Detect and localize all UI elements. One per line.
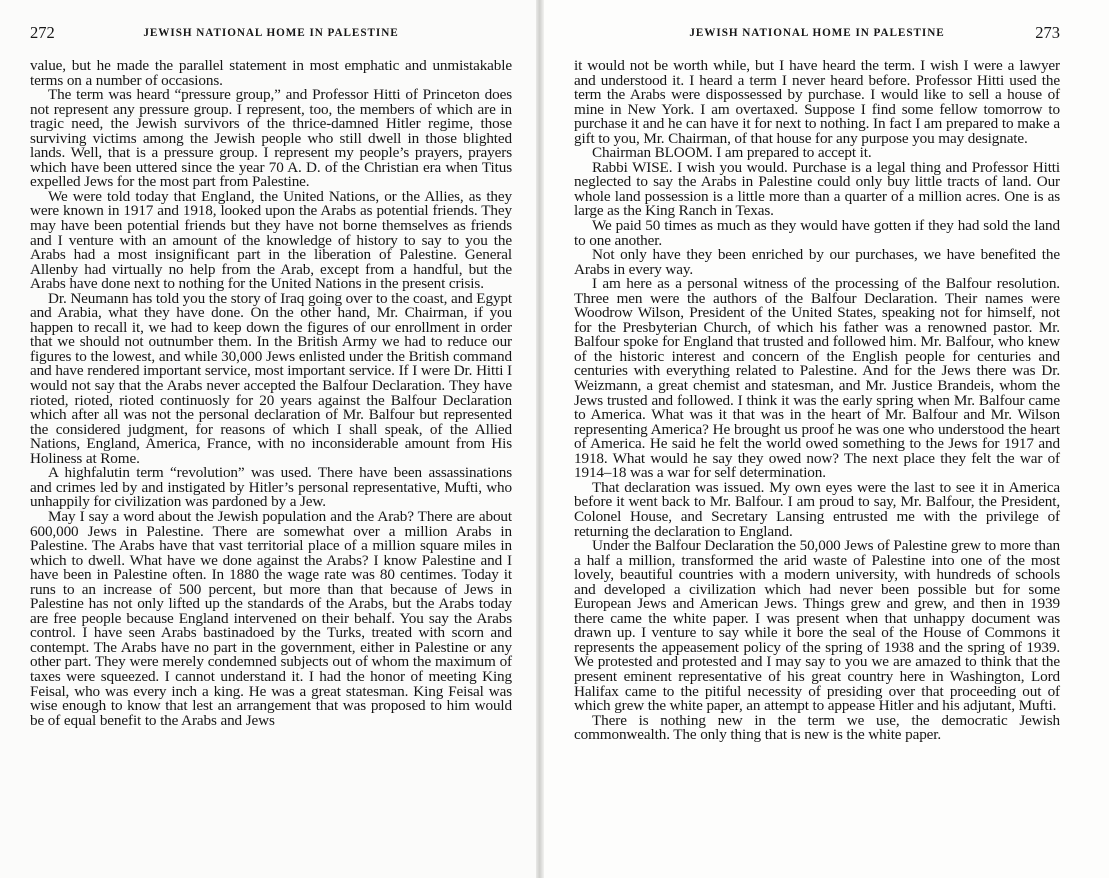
right-page-text	[574, 59, 1060, 743]
paragraph: Not only have they been enriched by our purchases, we have benefited the Arabs in every way.	[574, 246, 1060, 278]
right-page-header	[574, 20, 1060, 46]
paragraph: We were told today that England, the United Nations, or the Allies, as they were known in 1917 and 1918, looked upon the Arabs as potential friends. They may have been potential friends but they have not borne themselves as friends and I venture with an amount of the knowledge of history to say to you the Arabs had a most insignificant part in the liberation of Palestine. General Allenby had virtually no help from the Arab, except from a handful, but the Arabs have done next to nothing for the United Nations in the present crisis.	[30, 187, 512, 293]
left-page-number: 272	[30, 23, 55, 42]
paragraph: A highfalutin term “revolution” was used. There have been assassinations and crimes led by and instigated by Hitler’s personal representative, Mufti, who unhappily for civilization was pardoned by a Jew.	[30, 464, 512, 511]
paragraph: May I say a word about the Jewish population and the Arab? There are about 600,000 Jews in Palestine. There are somewhat over a million Arabs in Palestine. The Arabs have that vast territorial place of a million square miles in which to dwell. What have we done against the Arabs? I know Palestine and I have been in Palestine often. In 1880 the wage rate was 80 centimes. Today it runs to an increase of 500 percent, but more than that because of Jews in Palestine has not only lifted up the standards of the Arabs, but the Arabs today are free people because England intervened on their behalf. You say the Arabs control. I have seen Arabs bastinadoed by the Turks, treated with scorn and contempt. The Arabs have no part in the government, either in Palestine or any other part. They were merely condemned subjects out of whom the maximum of taxes were squeezed. I cannot understand it. I had the honor of meeting King Feisal, who was every inch a king. He was a great statesman. King Feisal was wise enough to know that lest an arrangement that was proposed to him would be of equal benefit to the Arabs and Jews	[30, 507, 512, 729]
left-running-head: JEWISH NATIONAL HOME IN PALESTINE	[143, 27, 399, 39]
right-page	[544, 0, 1109, 878]
paragraph: Under the Balfour Declaration the 50,000 Jews of Palestine grew to more than a half a million, transformed the arid waste of Palestine into one of the most lovely, beautiful countries with a modern university, with hundreds of schools and developed a civilization which had never been possible but for some European Jews and American Jews. Things grew and grew, and then in 1939 there came the white paper. I was present when that unhappy document was drawn up. I venture to say while it bore the seal of the House of Commons it represents the appeasement policy of the spring of 1938 and the spring of 1939. We protested and protested and I may say to you we are amazed to think that the present eminent representative of his great country here in Washington, Lord Halifax came to the pitiful necessity of presiding over that proceeding out of which grew the white paper, an attempt to appease Hitler and his adjutant, Mufti.	[574, 537, 1060, 715]
right-page-number: 273	[1035, 23, 1060, 42]
paragraph: value, but he made the parallel statement in most emphatic and unmistakable terms on a number of occasions.	[30, 57, 512, 89]
left-page-text	[30, 59, 512, 728]
right-running-head: JEWISH NATIONAL HOME IN PALESTINE	[689, 27, 945, 39]
paragraph: There is nothing new in the term we use, the democratic Jewish commonwealth. The only thing that is new is the white paper.	[574, 711, 1060, 744]
paragraph: Rabbi WISE. I wish you would. Purchase is a legal thing and Professor Hitti neglected to say the Arabs in Palestine could only buy little tracts of land. Our whole land possession is a little more than a quarter of a million acres. One is as large as the King Ranch in Texas.	[574, 158, 1060, 220]
paragraph: Dr. Neumann has told you the story of Iraq going over to the coast, and Egypt and Arabia, what they have done. On the other hand, Mr. Chairman, if you happen to recall it, we had to keep down the figures of our enrollment in order that we should not outnumber them. In the British Army we had to reduce our figures to the lowest, and while 30,000 Jews enlisted under the British command and have rendered important service, most important service. If I were Dr. Hitti I would not say that the Arabs never accepted the Balfour Declaration. They have rioted, rioted, rioted continuosly for 20 years against the Balfour Declaration which after all was not the personal declaration of Mr. Balfour but represented the considered judgment, for reasons of which I shall speak, of the Allied Nations, England, America, France, with no inconsiderable amount from His Holiness at Rome.	[30, 289, 512, 467]
paragraph: it would not be worth while, but I have heard the term. I wish I were a lawyer and understood it. I heard a term I never heard before. Professor Hitti used the term the Arabs were dispossessed by purchase. I would like to sell a house of mine in New York. I am overtaxed. Suppose I find some fellow tomorrow to purchase it and he can have it for next to nothing. In fact I am prepared to make a gift to you, Mr. Chairman, of that house for any purpose you may designate.	[574, 57, 1060, 147]
paragraph: Chairman BLOOM. I am prepared to accept it.	[592, 144, 872, 162]
paragraph: I am here as a personal witness of the processing of the Balfour resolution. Three men were the authors of the Balfour Declaration. Their names were Woodrow Wilson, President of the United States, speaking not for himself, not for the Presbyterian Church, of which his father was a renowned pastor. Mr. Balfour spoke for England that trusted and followed him. Mr. Balfour, who knew of the historic interest and concern of the English people for centuries and centuries with everything related to Palestine. And for the Jews there was Dr. Weizmann, a great chemist and statesman, and Mr. Justice Brandeis, whom the Jews trusted and followed. I think it was the early spring when Mr. Balfour came to America. What was it that was in the heart of Mr. Balfour and Mr. Wilson representing America? He brought us proof he was one who understood the heart of America. He said he felt the world owed something to the Jews for 1917 and 1918. What would he say they owed now? The next place they felt the war of 1914–18 was a war for self determination.	[574, 275, 1060, 482]
left-page-header	[30, 20, 512, 46]
paragraph: That declaration was issued. My own eyes were the last to see it in America before it went back to Mr. Balfour. I am proud to say, Mr. Balfour, the President, Colonel House, and Secretary Lansing entrusted me with the privilege of returning the declaration to England.	[574, 478, 1060, 540]
paragraph: We paid 50 times as much as they would have gotten if they had sold the land to one another.	[574, 217, 1060, 249]
left-page	[0, 0, 538, 878]
book-gutter	[536, 0, 544, 878]
paragraph: The term was heard “pressure group,” and Professor Hitti of Princeton does not represent any pressure group. I represent, too, the members of which are in tragic need, the Jewish survivors of the thrice-damned Hitler regime, those surviving victims among the Jewish people who still dwell in those blighted lands. Well, that is a pressure group. I represent my people’s prayers, prayers which have been uttered since the year 70 A. D. of the Christian era when Titus expelled Jews for the most part from Palestine.	[30, 86, 512, 191]
